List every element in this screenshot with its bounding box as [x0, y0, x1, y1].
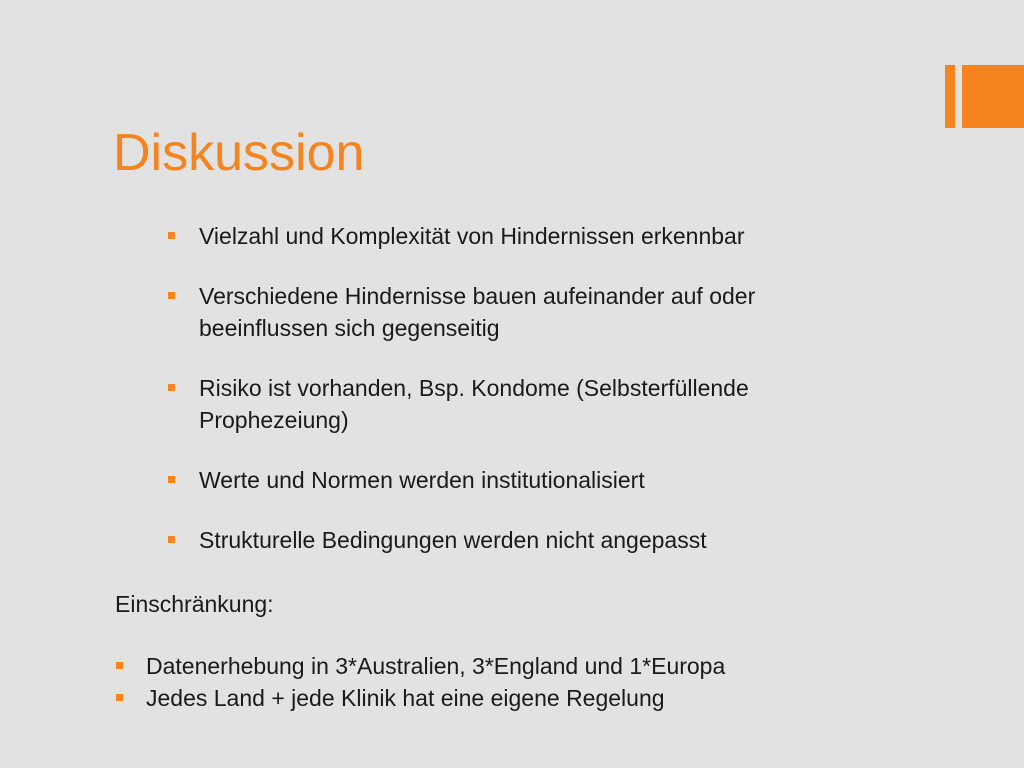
square-bullet-icon: [168, 536, 175, 543]
bullet-text: Verschiedene Hindernisse bauen aufeinander auf oder beeinflussen sich gegenseitig: [199, 283, 756, 341]
list-item: [168, 524, 868, 556]
list-item: [168, 372, 868, 436]
bullet-text: Strukturelle Bedingungen werden nicht angepasst: [199, 527, 707, 553]
limitation-heading: Einschränkung:: [115, 591, 274, 617]
square-bullet-icon: [116, 662, 123, 669]
list-item: [115, 682, 895, 714]
list-item: [168, 464, 868, 496]
list-item: [168, 280, 868, 344]
bullet-text: Werte und Normen werden institutionalisiert: [199, 467, 645, 493]
bullet-text: Vielzahl und Komplexität von Hindernissen erkennbar: [199, 223, 745, 249]
square-bullet-icon: [168, 476, 175, 483]
square-bullet-icon: [168, 232, 175, 239]
limitation-list: [115, 650, 895, 714]
bullet-text: Jedes Land + jede Klinik hat eine eigene Regelung: [146, 685, 665, 711]
bullet-text: Risiko ist vorhanden, Bsp. Kondome (Selbsterfüllende Prophezeiung): [199, 375, 749, 433]
list-item: [115, 650, 895, 682]
list-item: [168, 220, 868, 252]
square-bullet-icon: [168, 292, 175, 299]
square-bullet-icon: [168, 384, 175, 391]
bullet-list: [168, 220, 868, 584]
square-bullet-icon: [116, 694, 123, 701]
slide-title: Diskussion: [113, 124, 365, 182]
logo-bar-thin: [945, 65, 955, 128]
logo-bar-wide: [962, 65, 1024, 128]
bullet-text: Datenerhebung in 3*Australien, 3*England und 1*Europa: [146, 653, 726, 679]
